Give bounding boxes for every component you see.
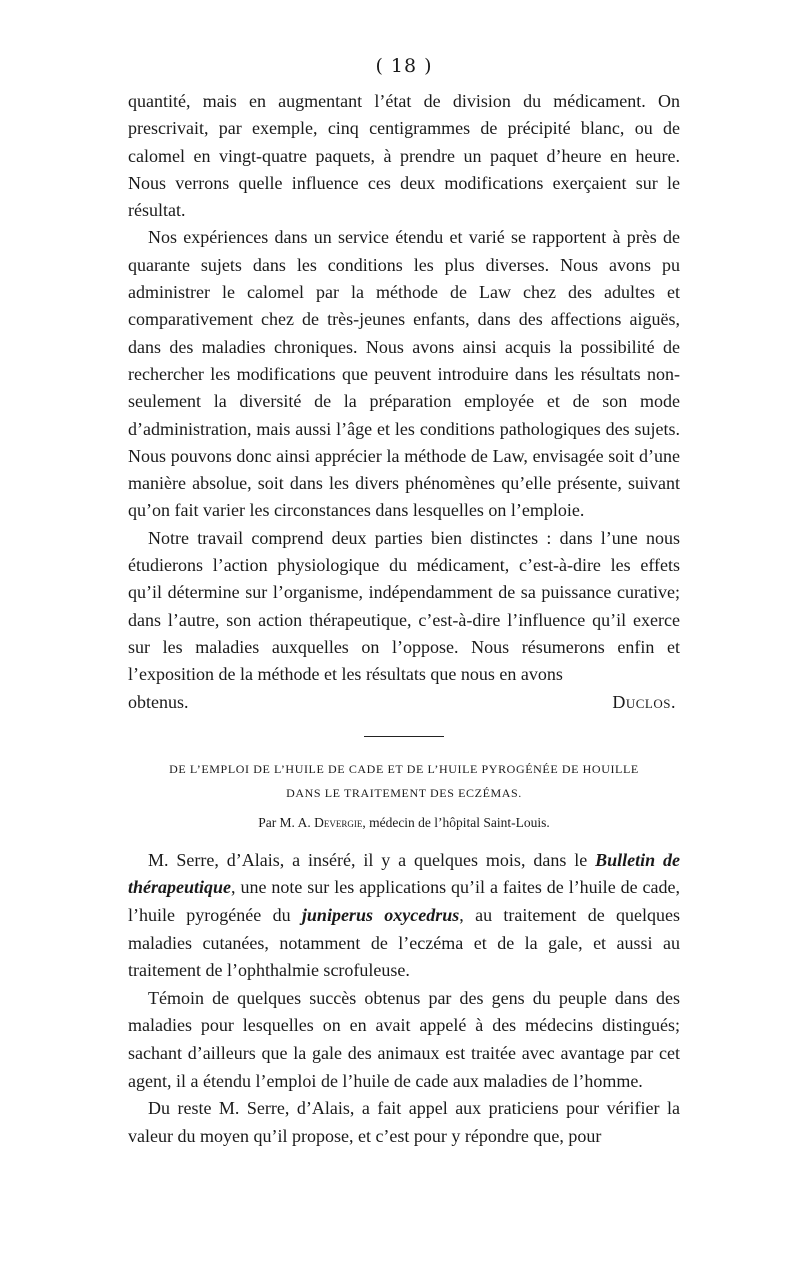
article-paragraph-3: Du reste M. Serre, d’Alais, a fait appel aux praticiens pour vérifier la valeur du moyen qu’il propose, et c’est pour y répondre que, pour: [128, 1098, 680, 1146]
article-paragraph-1-c: , au traitement de quelques maladies cutanées, notamment de l’eczéma et de la gale, et aussi au traitement de l’ophthalmie scrofuleuse.: [128, 905, 680, 981]
article-title-line-2: DANS LE TRAITEMENT DES ECZÉMAS.: [286, 785, 522, 800]
article-paragraph-1-a: M. Serre, d’Alais, a inséré, il y a quelques mois, dans le: [148, 849, 596, 870]
byline-suffix: , médecin de l’hôpital Saint-Louis.: [362, 814, 550, 830]
paragraph-2: Nos expériences dans un service étendu et varié se rapportent à près de quarante sujets dans les conditions les plus diverses. Nous avons pu administrer le calomel par la méthode de Law chez des adultes et comparativement chez de très-jeunes enfants, dans des affections aiguës, dans des maladies chroniques. Nous avons ainsi acquis la possibilité de rechercher les modifications que peuvent introduire dans les résultats non-seulement la diversité de la préparation employée et de son mode d’administration, mais aussi l’âge et les conditions pathologiques des sujets. Nous pouvons donc ainsi apprécier la méthode de Law, envisagée soit d’une manière absolue, soit dans les divers phénomènes qu’elle présente, suivant qu’on fait varier les circonstances dans lesquelles on l’emploie.: [128, 227, 680, 521]
paragraph-3-last-word: obtenus.: [128, 691, 189, 712]
page-number: ( 18 ): [375, 55, 433, 77]
paragraph-3: Notre travail comprend deux parties bien distinctes : dans l’une nous étudierons l’action physiologique du médicament, c’est-à-dire les effets qu’il détermine sur l’organisme, indépendamment de sa puissance curative; dans l’autre, son action thérapeutique, c’est-à-dire l’influence qu’il exerce sur les maladies auxquelles on l’oppose. Nous résumerons enfin et l’exposition de la méthode et les résultats que nous en avons: [128, 527, 680, 685]
paragraph-1: quantité, mais en augmentant l’état de division du médicament. On prescrivait, par exemple, cinq centigrammes de précipité blanc, ou de calomel en vingt-quatre paquets, à prendre un paquet d’heure en heure. Nous verrons quelle influence ces deux modifications exerçaient sur le résultat.: [128, 91, 680, 221]
article-title-line-1: DE L’EMPLOI DE L’HUILE DE CADE ET DE L’HUILE PYROGÉNÉE DE HOUILLE: [169, 761, 639, 776]
paragraph-3-end: [128, 689, 680, 716]
byline-prefix: Par M. A.: [258, 814, 315, 830]
article-paragraph-1: [128, 847, 680, 985]
page: [128, 54, 680, 1150]
article-paragraph-1-b: , une note sur les applications qu’il a faites de l’huile de cade, l’huile pyrogénée du: [128, 877, 680, 926]
article-paragraph-2: Témoin de quelques succès obtenus par des gens du peuple dans des maladies pour lesquelles on en avait appelé à des médecins distingués; sachant d’ailleurs que la gale des animaux est traitée avec avantage par cet agent, il a étendu l’emploi de l’huile de cade aux maladies de l’homme.: [128, 987, 680, 1091]
species-name: juniperus oxycedrus: [301, 905, 460, 926]
section-divider: [364, 736, 444, 737]
signature: Duclos.: [612, 691, 676, 712]
journal-title: Bulletin de thérapeutique: [128, 849, 680, 898]
byline-author: Devergie: [314, 814, 363, 830]
byline: [128, 813, 680, 833]
